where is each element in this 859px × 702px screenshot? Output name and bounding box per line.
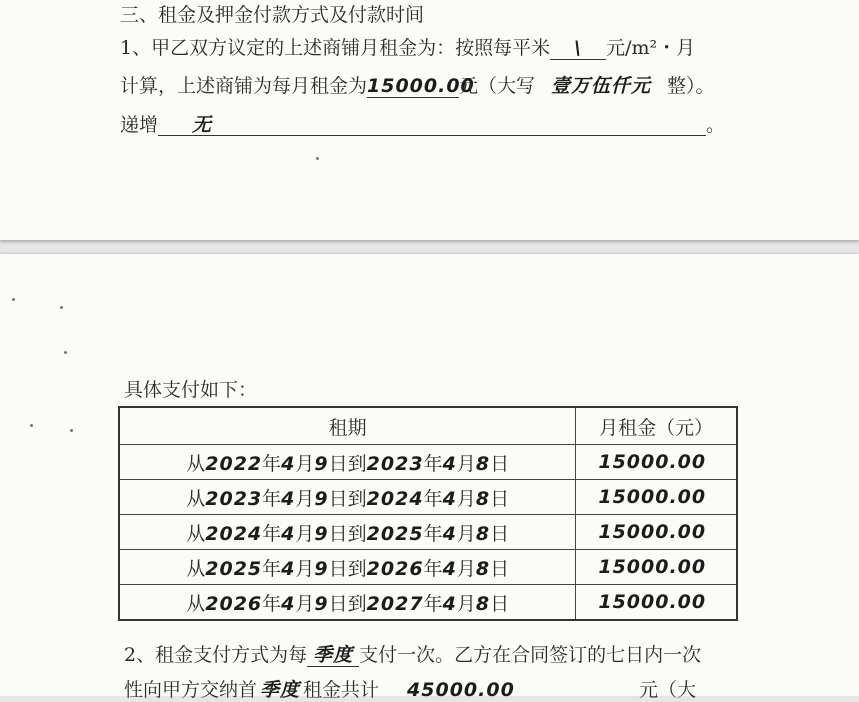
handwritten-value: 4 [442, 557, 457, 580]
monthly-rent-cell: 15000.00 [576, 515, 737, 550]
printed-text: 日 [490, 452, 510, 475]
handwritten-value: 4 [442, 592, 457, 615]
printed-text: 年 [262, 557, 282, 580]
printed-text: 日到 [328, 557, 367, 580]
speck [30, 424, 33, 427]
table-header-row [119, 407, 737, 445]
clause-2-line-1: 2、租金支付方式为每 季度 支付一次。乙方在合同签订的七日内一次 [124, 644, 702, 666]
printed-text: 日到 [328, 452, 367, 475]
printed-text: 年 [423, 592, 443, 615]
handwritten-value: 2026 [366, 557, 424, 580]
document-page-2 [0, 254, 859, 701]
table-row [119, 550, 737, 585]
handwritten-value: 8 [475, 592, 491, 615]
handwritten-value: 8 [475, 557, 491, 580]
handwritten-value: 9 [314, 487, 329, 510]
table-row [119, 515, 737, 550]
printed-text: 年 [423, 487, 443, 510]
handwritten-value: 2027 [366, 592, 424, 615]
printed-text: 从 [186, 487, 206, 510]
clause-1-line-2: 计算，上述商铺为每月租金为15000.00元（大写 壹万伍仟元 整）。 [120, 75, 715, 97]
printed-text: 月 [295, 592, 315, 615]
clause-2-line-2: 性向甲方交纳首 季度 租金共计 45000.00 元（大 [124, 679, 697, 701]
handwritten-value: 9 [314, 522, 329, 545]
handwritten-value: 2023 [366, 452, 424, 475]
printed-text: 从 [186, 452, 206, 475]
printed-text: 月 [295, 522, 315, 545]
price-per-sqm-fill: \ [550, 37, 606, 60]
handwritten-value: 8 [475, 487, 491, 510]
increase-line: 递增 无 。 [120, 114, 726, 136]
monthly-rent-cell: 15000.00 [576, 585, 737, 621]
printed-text: 日 [490, 487, 510, 510]
rent-schedule-table [118, 406, 738, 621]
monthly-rent-capital-fill: 壹万伍仟元 [551, 75, 652, 97]
handwritten-value: 4 [281, 592, 296, 615]
handwritten-value: 2026 [205, 592, 263, 615]
printed-text: 月 [456, 452, 476, 475]
handwritten-value: 9 [314, 592, 329, 615]
printed-text: 年 [262, 452, 282, 475]
printed-text: 年 [262, 592, 282, 615]
printed-text: 月 [295, 557, 315, 580]
printed-text: 日到 [328, 592, 367, 615]
handwritten-value: 2023 [205, 487, 263, 510]
printed-text: 月 [456, 487, 476, 510]
printed-text: 月 [456, 592, 476, 615]
handwritten-value: 4 [281, 522, 296, 545]
printed-text: 日 [490, 557, 510, 580]
printed-text: 月 [295, 487, 315, 510]
printed-text: 日 [490, 592, 510, 615]
printed-text: 从 [186, 592, 206, 615]
printed-text: 日到 [328, 487, 367, 510]
handwritten-value: 4 [281, 557, 296, 580]
handwritten-value: 2025 [205, 557, 263, 580]
printed-text: 日 [490, 522, 510, 545]
printed-text: 从 [186, 557, 206, 580]
printed-text: 月 [295, 452, 315, 475]
handwritten-value: 4 [442, 522, 457, 545]
increase-fill: 无 [158, 114, 706, 136]
handwritten-value: 2022 [205, 452, 263, 475]
handwritten-value: 4 [442, 487, 457, 510]
first-payment-period-fill: 季度 [260, 679, 301, 701]
section-heading: 三、租金及押金付款方式及付款时间 [120, 4, 425, 26]
handwritten-value: 9 [314, 452, 329, 475]
lease-period-cell [119, 550, 576, 585]
handwritten-value: 9 [314, 557, 329, 580]
handwritten-value: 2025 [366, 522, 424, 545]
printed-text: 月 [456, 557, 476, 580]
first-payment-total-fill: 45000.00 [407, 679, 515, 701]
handwritten-value: 4 [442, 452, 457, 475]
handwritten-value: 8 [475, 522, 491, 545]
monthly-rent-cell: 15000.00 [576, 480, 737, 515]
monthly-rent-fill: 15000.00 [367, 75, 475, 97]
speck [60, 306, 63, 309]
table-row [119, 585, 737, 621]
handwritten-value: 4 [281, 452, 296, 475]
printed-text: 日到 [328, 522, 367, 545]
header-monthly-rent: 月租金（元） [576, 407, 737, 445]
printed-text: 年 [262, 487, 282, 510]
speck [316, 157, 319, 160]
lease-period-cell [119, 480, 576, 515]
header-lease-period: 租期 [119, 407, 576, 445]
handwritten-value: 2024 [205, 522, 263, 545]
document-page-1 [0, 0, 859, 240]
monthly-rent-cell: 15000.00 [576, 445, 737, 480]
monthly-rent-cell: 15000.00 [576, 550, 737, 585]
table-row [119, 445, 737, 480]
speck [12, 298, 15, 301]
handwritten-value: 4 [281, 487, 296, 510]
lease-period-cell [119, 585, 576, 621]
printed-text: 年 [423, 557, 443, 580]
payment-period-fill: 季度 [307, 644, 359, 667]
printed-text: 从 [186, 522, 206, 545]
handwritten-value: 2024 [366, 487, 424, 510]
printed-text: 年 [262, 522, 282, 545]
lease-period-cell [119, 515, 576, 550]
payment-intro: 具体支付如下： [124, 379, 258, 401]
lease-period-cell [119, 445, 576, 480]
printed-text: 月 [456, 522, 476, 545]
printed-text: 年 [423, 452, 443, 475]
speck [64, 351, 67, 354]
handwritten-value: 8 [475, 452, 491, 475]
printed-text: 年 [423, 522, 443, 545]
speck [70, 429, 73, 432]
clause-1-line-1: 1、甲乙双方议定的上述商铺月租金为：按照每平米 \ 元/m²・月 [120, 37, 696, 59]
table-row [119, 480, 737, 515]
